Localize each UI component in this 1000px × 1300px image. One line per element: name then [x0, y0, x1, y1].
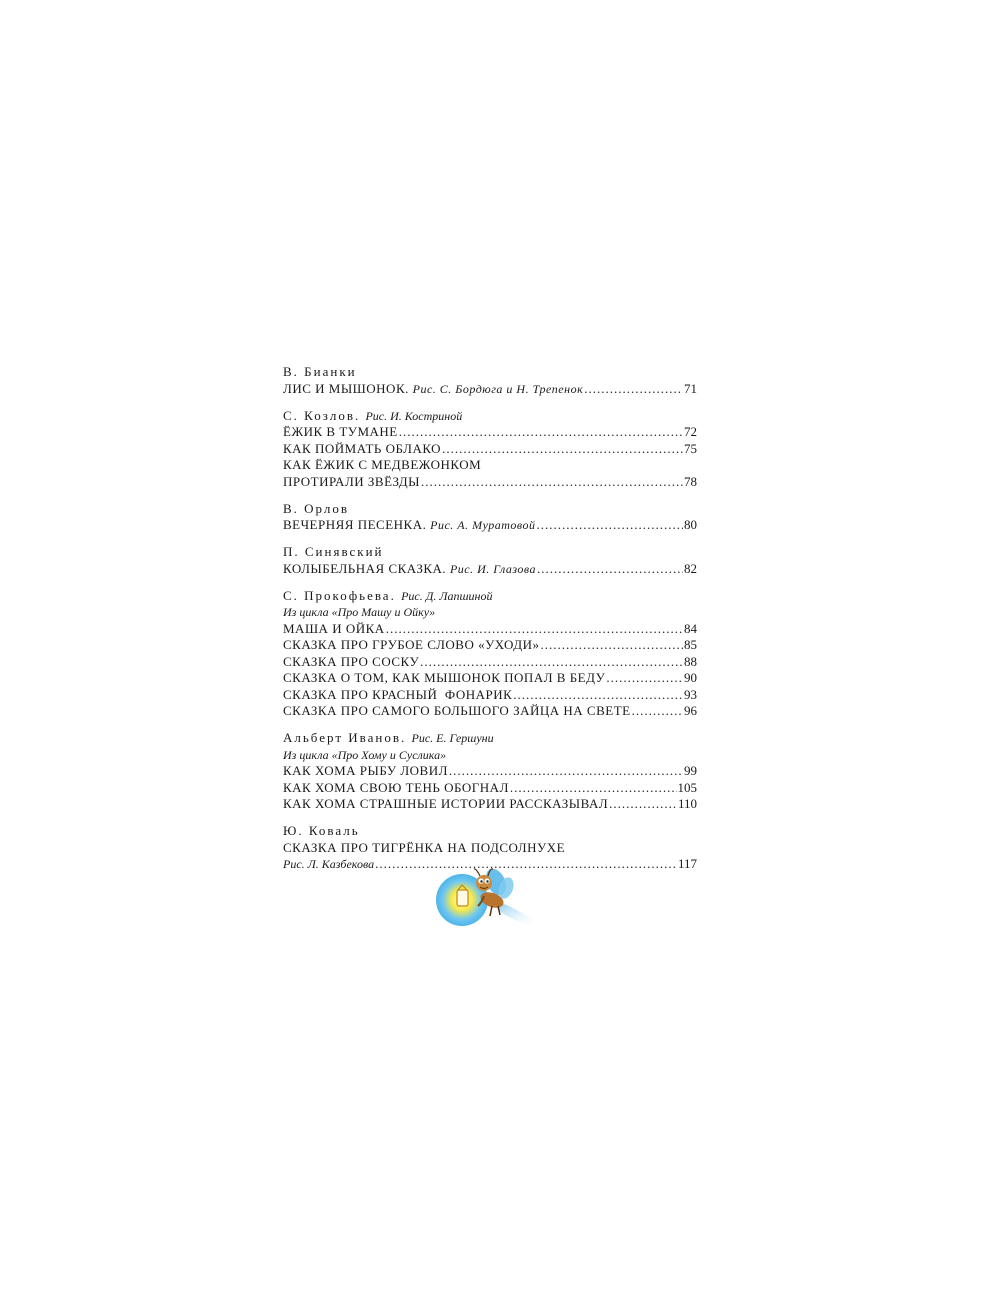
dot-leader [609, 796, 677, 813]
page-number: 80 [684, 517, 697, 532]
author-name: С. Прокофьева. [283, 587, 396, 603]
page-number: 82 [684, 560, 697, 576]
entry-title: КАК ХОМА СТРАШНЫЕ ИСТОРИИ РАССКАЗЫВАЛ [283, 796, 609, 811]
page-number: 96 [684, 703, 697, 718]
dot-leader [442, 441, 683, 458]
toc-entry[interactable] [283, 474, 697, 491]
entry-title-line[interactable]: СКАЗКА ПРО ТИГРЁНКА НА ПОДСОЛНУХЕ [283, 839, 566, 855]
page-number: 85 [684, 637, 697, 652]
entry-title: ЁЖИК В ТУМАНЕ [283, 424, 398, 439]
page-number: 117 [677, 856, 697, 871]
toc-entry[interactable] [283, 796, 697, 813]
firefly-icon [432, 866, 542, 930]
author-line [283, 588, 697, 605]
toc-entry[interactable] [283, 441, 697, 458]
author-name: С. Козлов. [283, 407, 361, 423]
author-line [283, 730, 697, 747]
illustrator-credit: Рис. Д. Лапшиной [401, 588, 493, 603]
toc-entry[interactable] [283, 637, 697, 654]
page-number: 78 [684, 473, 697, 489]
page-number: 75 [684, 440, 697, 456]
illustrator-credit: Рис. А. Муратовой [430, 518, 536, 532]
cycle-title: Из цикла «Про Машу и Ойку» [283, 605, 436, 619]
toc-entry[interactable] [283, 670, 697, 687]
entry-title: МАША И ОЙКА [283, 620, 385, 636]
toc-section [283, 501, 697, 534]
page-number: 99 [684, 763, 697, 778]
dot-leader [420, 654, 683, 671]
toc-entry[interactable] [283, 654, 697, 671]
entry-title: СКАЗКА ПРО САМОГО БОЛЬШОГО ЗАЙЦА НА СВЕТЕ [283, 703, 631, 718]
toc-entry[interactable] [283, 703, 697, 720]
page-number: 90 [684, 670, 697, 685]
entry-title: ПРОТИРАЛИ ЗВЁЗДЫ [283, 473, 420, 489]
dot-leader [537, 561, 683, 578]
entry-title: КАК ХОМА СВОЮ ТЕНЬ ОБОГНАЛ [283, 779, 509, 795]
author-name: П. Синявский [283, 544, 384, 559]
page-number: 105 [677, 779, 697, 795]
dot-leader [449, 763, 683, 780]
author-name: Ю. Коваль [283, 823, 360, 838]
toc-entry[interactable] [283, 517, 697, 534]
toc-entry[interactable] [283, 763, 697, 780]
toc-section [283, 730, 697, 813]
illustrator-credit: Рис. Л. Казбекова [283, 857, 375, 871]
table-of-contents [283, 364, 697, 883]
author-line [283, 408, 697, 425]
illustrator-credit: Рис. Е. Гершуни [411, 731, 494, 745]
entry-title: КОЛЫБЕЛЬНАЯ СКАЗКА. [283, 560, 447, 576]
entry-title: СКАЗКА ПРО ГРУБОЕ СЛОВО «УХОДИ» [283, 637, 540, 652]
illustrator-credit: Рис. С. Бордюга и Н. Трепенок [412, 381, 584, 396]
dot-leader [399, 424, 683, 441]
dot-leader [386, 621, 683, 638]
entry-title: КАК ХОМА РЫБУ ЛОВИЛ [283, 763, 448, 778]
toc-section [283, 408, 697, 491]
dot-leader [632, 703, 683, 720]
toc-entry[interactable] [283, 424, 697, 441]
page-number: 72 [684, 424, 697, 439]
page-number: 71 [684, 380, 697, 396]
entry-title-line[interactable]: КАК ЁЖИК С МЕДВЕЖОНКОМ [283, 457, 482, 472]
page-number: 88 [684, 653, 697, 669]
entry-title: ЛИС И МЫШОНОК. [283, 380, 409, 396]
toc-entry[interactable] [283, 780, 697, 797]
author-name: В. Бианки [283, 364, 357, 379]
toc-section [283, 544, 697, 577]
illustrator-credit: Рис. И. Глазова [449, 561, 536, 576]
illustrator-credit: Рис. И. Костриной [365, 408, 463, 423]
dot-leader [510, 780, 677, 797]
dot-leader [421, 474, 683, 491]
page-number: 93 [684, 686, 697, 702]
entry-title: КАК ПОЙМАТЬ ОБЛАКО [283, 440, 442, 456]
author-name: В. Орлов [283, 500, 350, 516]
dot-leader [584, 381, 683, 398]
dot-leader [541, 637, 683, 654]
toc-entry[interactable] [283, 687, 697, 704]
entry-title: СКАЗКА ПРО КРАСНЫЙ ФОНАРИК [283, 686, 513, 702]
toc-section [283, 588, 697, 720]
toc-entry[interactable] [283, 621, 697, 638]
toc-entry[interactable] [283, 381, 697, 398]
page-number: 110 [677, 796, 697, 811]
dot-leader [536, 517, 683, 534]
entry-title: ВЕЧЕРНЯЯ ПЕСЕНКА. [283, 517, 427, 532]
author-name: Альберт Иванов. [283, 730, 407, 745]
toc-section [283, 364, 697, 397]
dot-leader [606, 670, 683, 687]
dot-leader [513, 687, 683, 704]
entry-title: СКАЗКА О ТОМ, КАК МЫШОНОК ПОПАЛ В БЕДУ [283, 670, 606, 685]
page-number: 84 [684, 620, 697, 636]
toc-entry[interactable] [283, 561, 697, 578]
entry-title: СКАЗКА ПРО СОСКУ [283, 653, 420, 669]
cycle-title: Из цикла «Про Хому и Суслика» [283, 747, 447, 762]
